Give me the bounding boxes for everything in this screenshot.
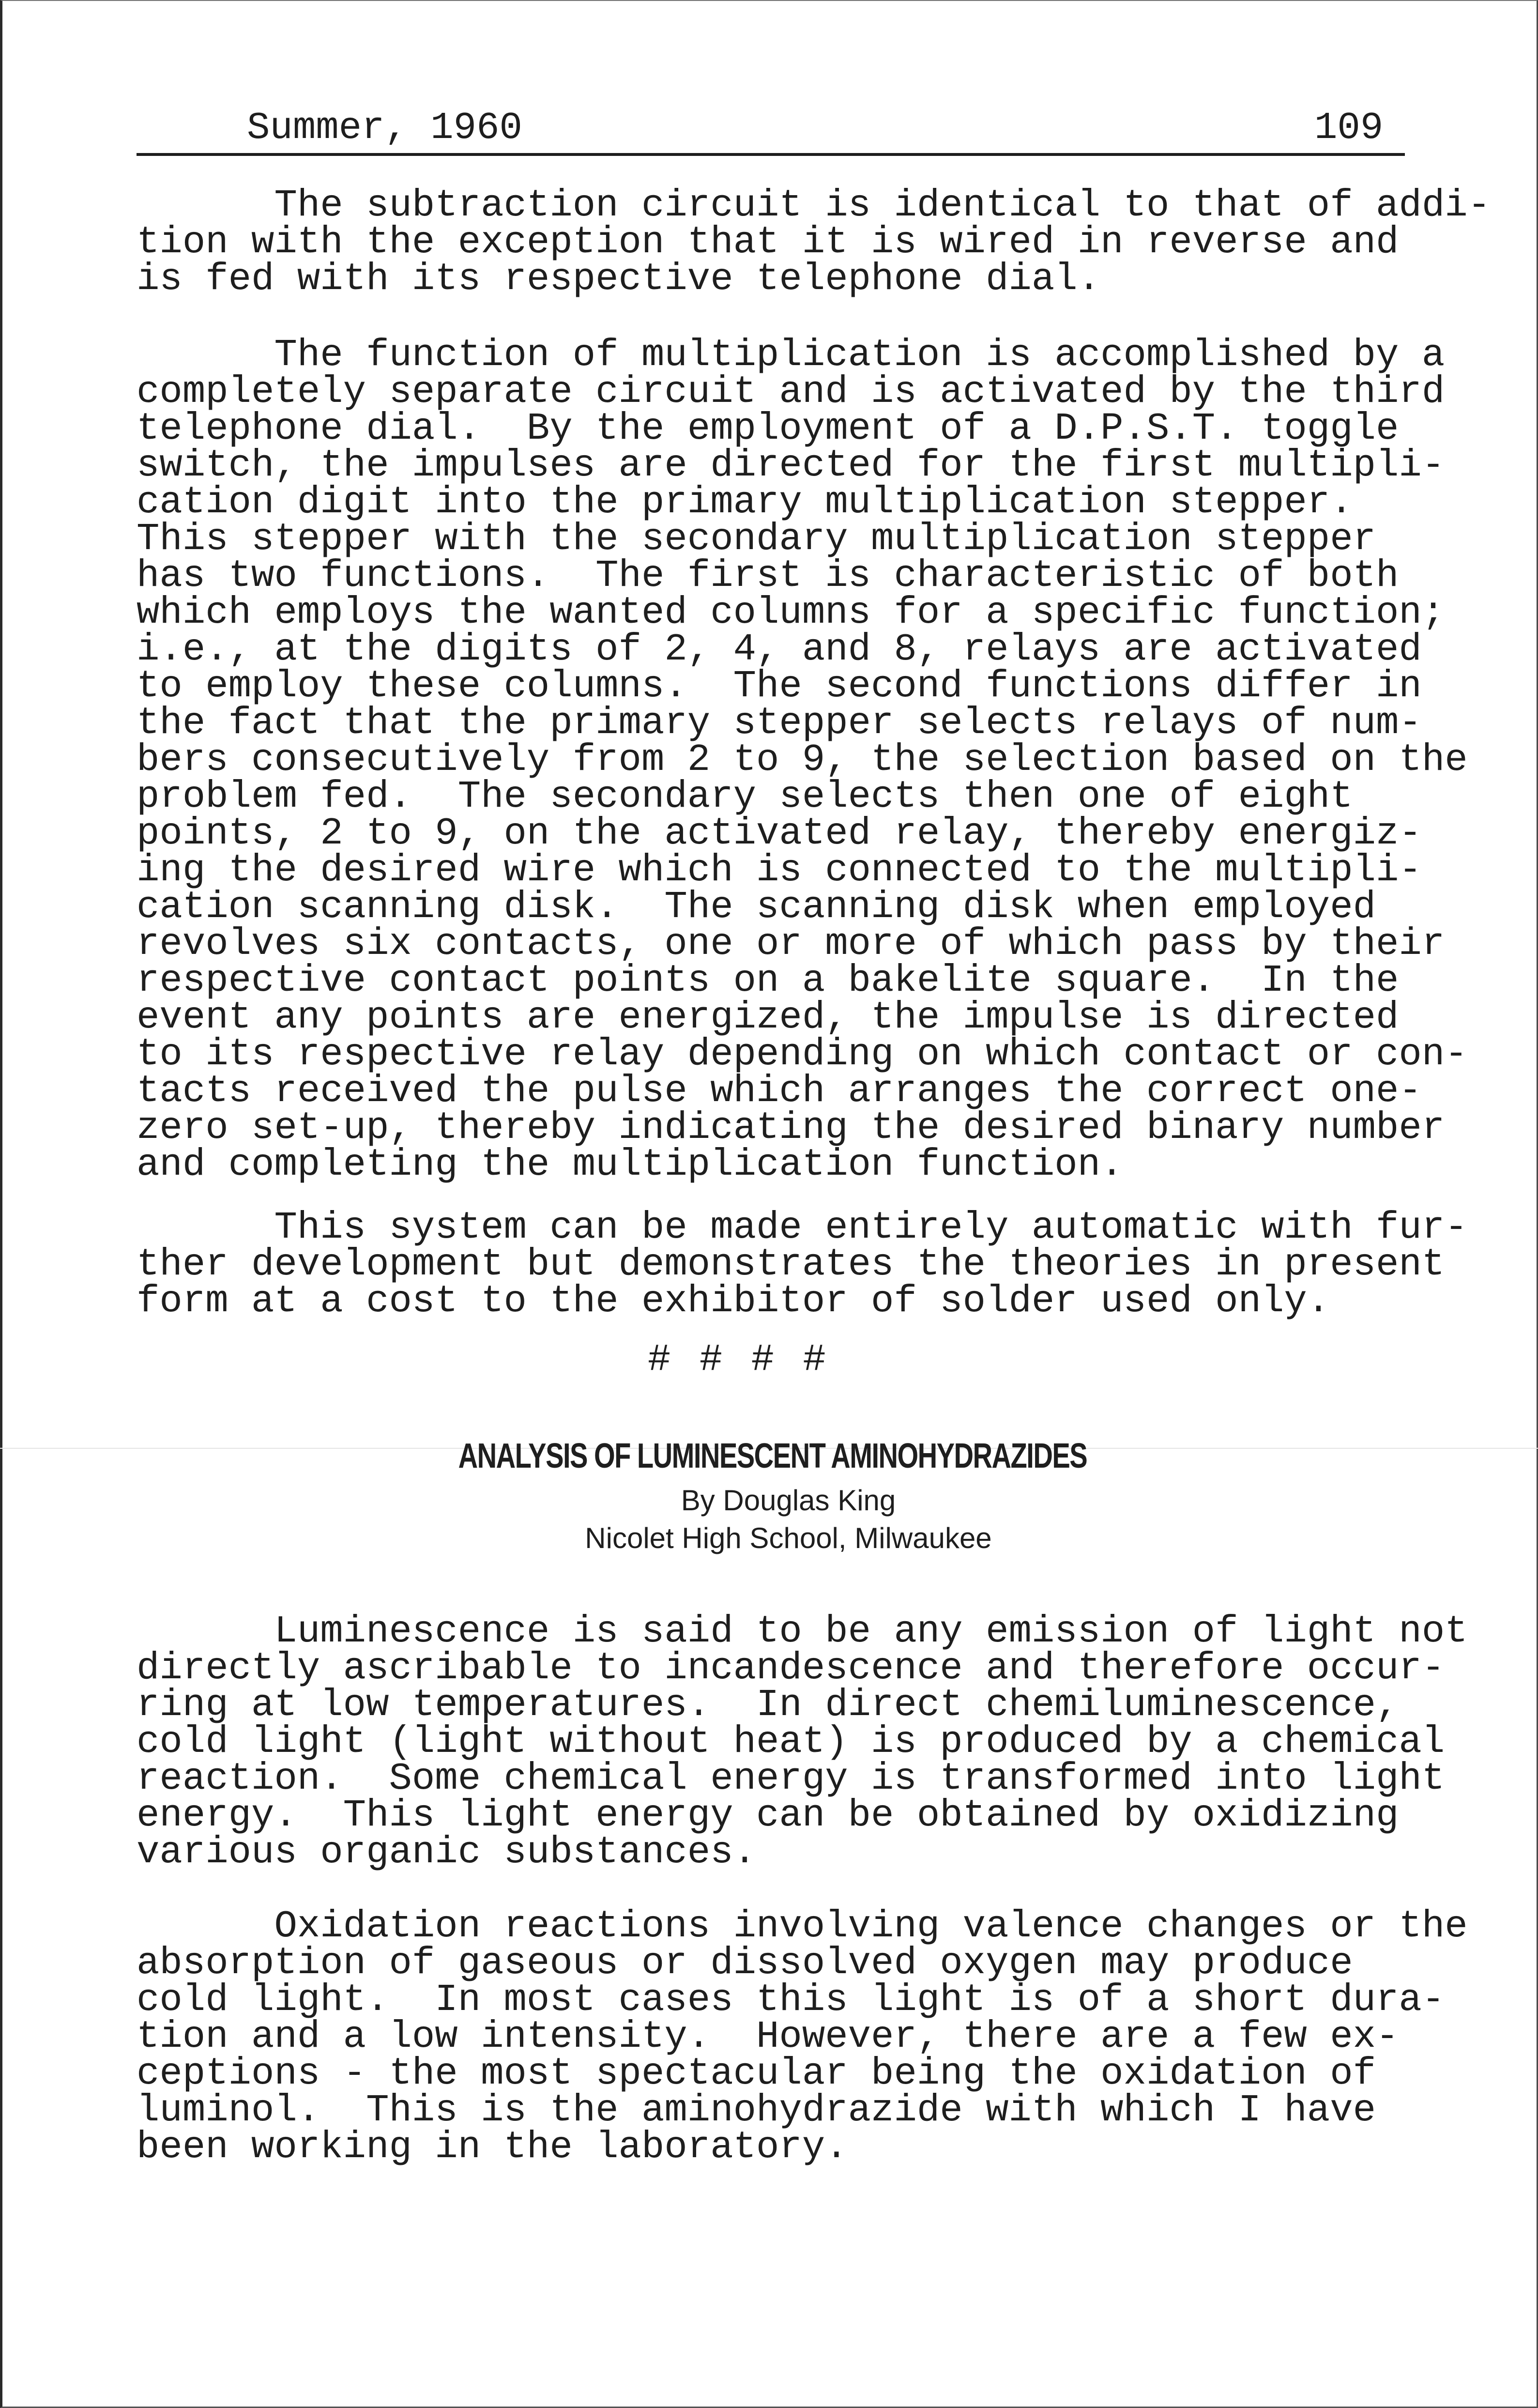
text-line: ther development but demonstrates the theories in present [137,1242,1445,1286]
paragraph-oxidation [137,1904,1468,2169]
paragraph-subtraction [137,184,1491,301]
header-rule [137,153,1405,156]
text-line: This stepper with the secondary multiplication stepper [137,517,1376,561]
article-byline: By Douglas King [681,1484,896,1517]
text-line: ing the desired wire which is connected to the multipli- [137,848,1422,892]
text-line: zero set-up, thereby indicating the desired binary number [137,1106,1445,1150]
text-line: energy. This light energy can be obtained by oxidizing [137,1794,1399,1837]
text-line: tion with the exception that it is wired in reverse and [137,220,1399,264]
text-line: bers consecutively from 2 to 9, the selection based on the [137,738,1468,782]
text-line: The function of multiplication is accomplished by a [137,333,1445,377]
text-line: telephone dial. By the employment of a D.P.S.T. toggle [137,407,1399,450]
text-line: tion and a low intensity. However, there are a few ex- [137,2015,1399,2058]
text-line: form at a cost to the exhibitor of solder used only. [137,1279,1330,1323]
text-line: revolves six contacts, one or more of which pass by their [137,922,1445,966]
text-line: cation digit into the primary multiplication stepper. [137,480,1353,524]
text-line: been working in the laboratory. [137,2125,848,2169]
text-line: cold light. In most cases this light is of a short dura- [137,1978,1445,2022]
text-line: cold light (light without heat) is produced by a chemical [137,1720,1445,1764]
paragraph-multiplication [137,333,1468,1186]
text-line: i.e., at the digits of 2, 4, and 8, relays are activated [137,628,1422,671]
article-title: ANALYSIS OF LUMINESCENT AMINOHYDRAZIDES [458,1437,1087,1475]
text-line: points, 2 to 9, on the activated relay, thereby energiz- [137,812,1422,855]
text-line: ceptions - the most spectacular being the oxidation of [137,2052,1376,2095]
text-line: tacts received the pulse which arranges the correct one- [137,1069,1422,1113]
text-line: and completing the multiplication function. [137,1143,1124,1186]
text-line: has two functions. The first is characteristic of both [137,554,1399,598]
text-line: luminol. This is the aminohydrazide with which I have [137,2088,1376,2132]
text-line: respective contact points on a bakelite square. In the [137,959,1399,1002]
text-line: absorption of gaseous or dissolved oxygen may produce [137,1941,1353,1985]
text-line: reaction. Some chemical energy is transformed into light [137,1757,1445,1800]
text-line: This system can be made entirely automatic with fur- [137,1206,1468,1249]
text-line: which employs the wanted columns for a specific function; [137,591,1445,634]
text-line: event any points are energized, the impulse is directed [137,996,1399,1039]
text-line: Oxidation reactions involving valence changes or the [137,1904,1468,1948]
text-line: problem fed. The secondary selects then one of eight [137,775,1353,818]
page-number: 109 [1314,106,1384,150]
text-line: The subtraction circuit is identical to that of addi- [137,184,1491,227]
text-line: completely separate circuit and is activated by the third [137,370,1445,414]
text-line: to employ these columns. The second functions differ in [137,664,1422,708]
paragraph-luminescence [137,1610,1468,1874]
text-line: to its respective relay depending on which contact or con- [137,1032,1468,1076]
text-line: is fed with its respective telephone dial. [137,257,1101,301]
article-school: Nicolet High School, Milwaukee [585,1522,992,1554]
section-separator: # # # # [648,1338,829,1381]
running-header-date: Summer, 1960 [247,106,522,150]
paragraph-automatic [137,1206,1468,1323]
text-line: switch, the impulses are directed for the first multipli- [137,444,1445,487]
text-line: cation scanning disk. The scanning disk when employed [137,885,1376,929]
text-line: ring at low temperatures. In direct chemiluminescence, [137,1683,1399,1727]
text-line: various organic substances. [137,1830,757,1874]
text-line: Luminescence is said to be any emission of light not [137,1610,1468,1653]
text-line: directly ascribable to incandescence and therefore occur- [137,1646,1445,1690]
text-line: the fact that the primary stepper selects relays of num- [137,701,1422,745]
